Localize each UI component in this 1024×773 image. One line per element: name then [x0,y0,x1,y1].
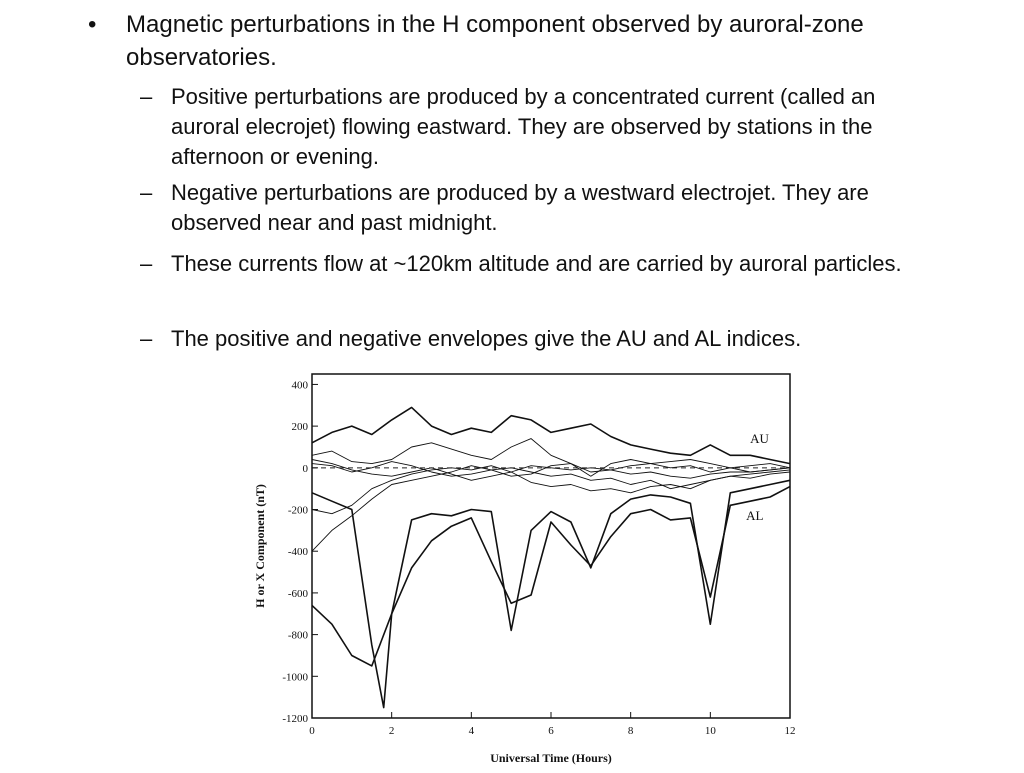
sub-bullet-4 [140,324,930,354]
sub-bullet-text: These currents flow at ~120km altitude and are carried by auroral particles. [171,251,902,276]
x-axis-ticks [309,712,795,737]
sub-bullet-1 [140,82,930,172]
x-tick-label: 2 [388,725,395,737]
series-line [312,439,790,477]
y-tick-label: 400 [291,379,308,392]
x-tick-label: 4 [468,725,475,737]
y-tick-label: 0 [302,462,308,475]
y-tick-label: -400 [287,546,308,559]
sub-bullet-marker: – [140,326,153,351]
chart-svg [250,366,810,768]
y-tick-label: -1200 [282,713,308,725]
magnetogram-chart [250,366,810,768]
series-line [312,466,790,552]
main-bullet-text: Magnetic perturbations in the H component observed by auroral-zone observatories. [126,11,864,71]
sub-bullet-marker: – [140,251,153,276]
al-label: AL [746,507,764,523]
x-tick-label: 12 [784,725,796,737]
x-tick-label: 6 [548,725,554,737]
y-axis-label: H or X Component (nT) [253,484,267,608]
y-tick-label: -800 [287,629,308,642]
sub-bullet-text: The positive and negative envelopes give the AU and AL indices. [171,326,802,351]
bullet-marker: • [88,11,97,38]
sub-bullet-text: Negative perturbations are produced by a westward electrojet. They are observed near and past midnight. [171,180,869,235]
series-line [312,480,790,707]
sub-bullet-marker: – [140,180,153,205]
x-tick-label: 10 [704,725,716,737]
sub-bullet-2 [140,178,930,238]
au-label: AU [750,430,769,446]
x-tick-label: 0 [309,725,315,737]
main-bullet [88,8,868,74]
y-tick-label: -1000 [282,671,308,684]
sub-bullet-marker: – [140,84,153,109]
sub-bullet-3 [140,246,930,282]
sub-bullet-text: Positive perturbations are produced by a concentrated current (called an auroral elecrojet) flowing eastward. They are observed by stations in the afternoon or evening. [171,84,876,169]
y-tick-label: -600 [287,587,308,600]
y-tick-label: -200 [287,504,308,517]
y-tick-label: 200 [291,421,308,434]
x-tick-label: 8 [627,725,634,737]
x-axis-label: Universal Time (Hours) [490,751,612,765]
plot-lines [312,407,790,707]
